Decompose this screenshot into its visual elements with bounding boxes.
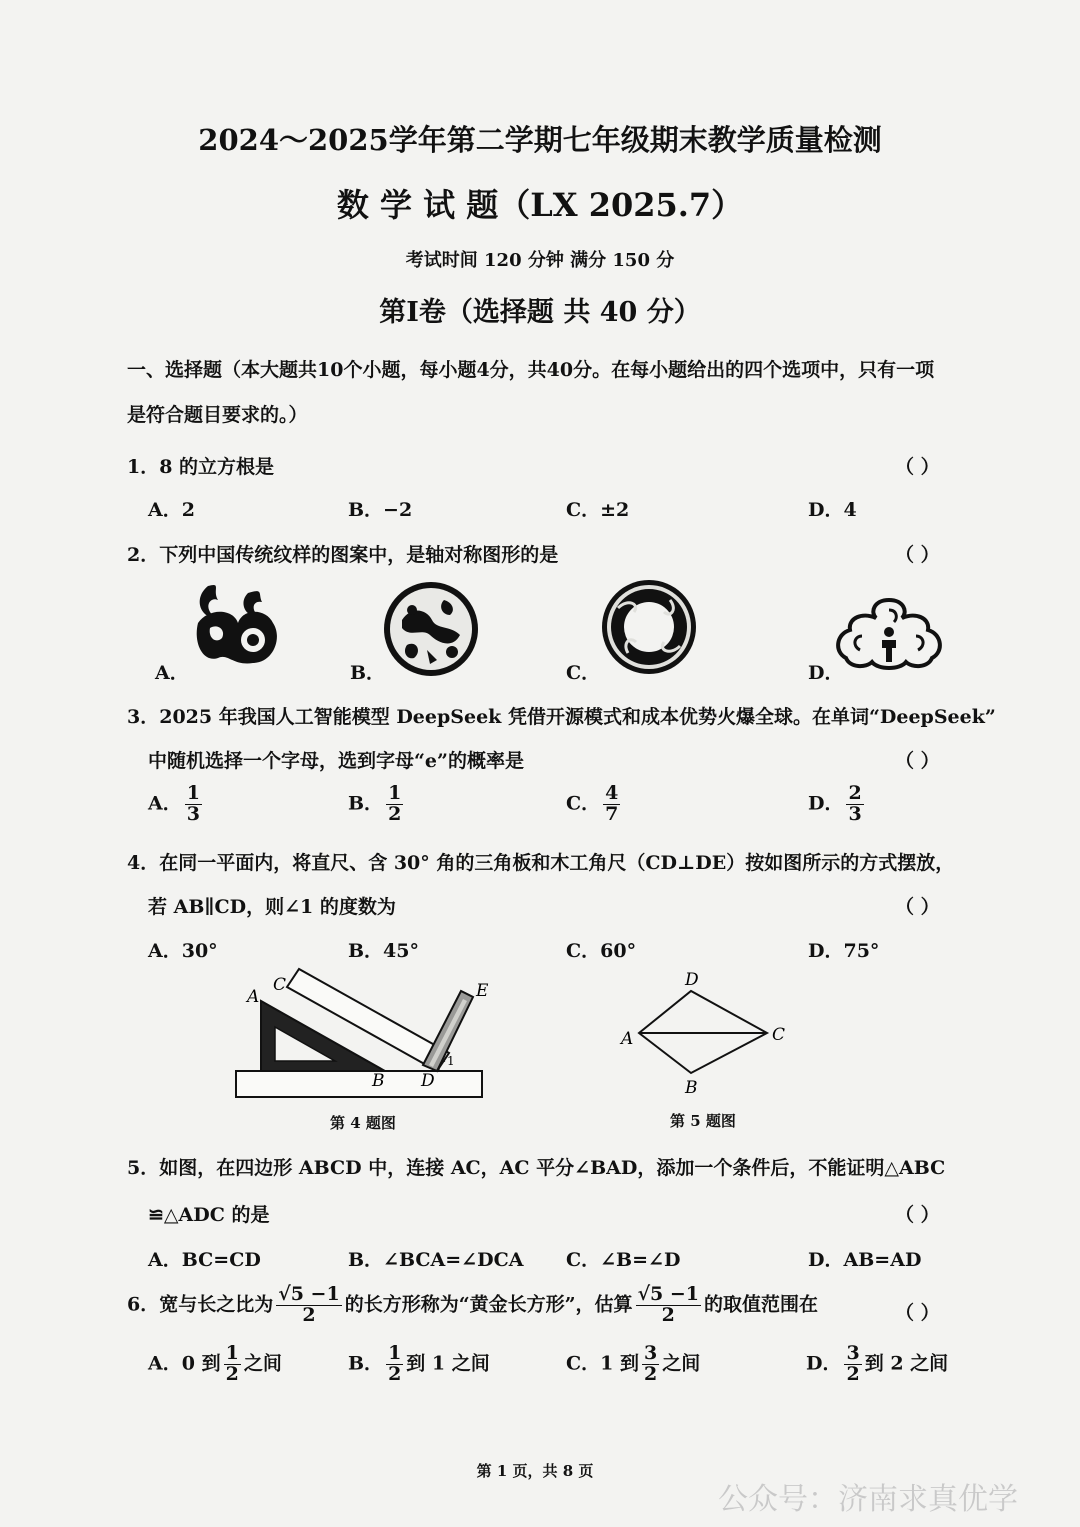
exam-info: 考试时间 120 分钟 满分 150 分 [405,250,675,271]
q6-option-a-fraction [224,1344,241,1385]
q3-b-numerator: 1 [388,782,402,804]
q4-option-a: A．30° [148,940,218,962]
q3-option-a-label: A． [148,792,182,815]
q3-option-b [348,784,406,825]
section-title: 第Ⅰ卷（选择题 共 40 分） [379,297,701,328]
q6-option-a [148,1344,282,1385]
ruler-shape [236,1071,482,1097]
q6-option-d-fraction [844,1344,861,1385]
q6-d-numerator: 3 [846,1342,860,1364]
q5-option-a: A．BC=CD [148,1249,261,1271]
q6-option-a-post: 之间 [243,1352,282,1375]
q6-option-d [806,1344,948,1385]
q1-answer-paren: （ ） [895,456,940,478]
watermark: 公众号：济南求真优学 [718,1482,1018,1517]
q6-option-b [348,1344,490,1385]
q6-a-denominator: 2 [225,1362,239,1385]
q6-frac2-denominator: 2 [661,1303,675,1326]
dragon-circle-pattern-icon [382,580,480,678]
exam-title: 2024～2025学年第二学期七年级期末教学质量检测 [198,123,882,157]
q6-a-numerator: 1 [225,1342,239,1364]
q2-option-d: D． [808,662,844,684]
q6-option-b-post: 到 1 之间 [406,1352,490,1375]
q6-d-denominator: 2 [846,1362,860,1385]
q5-stem-line1: 5．如图，在四边形 ABCD 中，连接 AC，AC 平分∠BAD，添加一个条件后，不能证明△ABC [127,1157,946,1179]
figure-5-diagram [615,965,800,1100]
q6-stem-pre: 6．宽与长之比为 [127,1293,274,1316]
q6-option-d-post: 到 2 之间 [864,1352,949,1375]
q6-option-d-label: D． [806,1352,842,1375]
q3-option-d-fraction [846,784,863,825]
q5-option-b: B．∠BCA=∠DCA [348,1249,524,1271]
q2-stem: 2．下列中国传统纹样的图案中，是轴对称图形的是 [127,544,559,566]
fig4-label-d: D [421,1071,435,1091]
q6-stem-post: 的取值范围在 [704,1293,819,1316]
figure-4-caption: 第 4 题图 [330,1114,396,1132]
q5-option-c: C．∠B=∠D [566,1249,681,1271]
fig4-label-angle1: 1 [447,1054,455,1068]
q1-option-d: D．4 [808,499,857,521]
q6-option-b-fraction [386,1344,403,1385]
q6-option-c [566,1344,700,1385]
q2-option-c: C． [566,662,601,684]
q6-option-c-label: C． [566,1352,601,1375]
q3-option-b-label: B． [348,792,384,815]
q6-option-b-label: B． [348,1352,384,1375]
flame-pattern-icon [188,578,288,670]
q3-option-b-fraction [386,784,403,825]
fig5-label-c: C [772,1025,786,1045]
q6-frac2-numerator: √5 −1 [637,1283,700,1305]
q3-c-numerator: 4 [605,782,619,804]
q6-c-denominator: 2 [643,1362,658,1385]
q1-option-b: B．−2 [348,499,413,521]
fig5-label-a: A [621,1029,634,1049]
figure-4-diagram [225,965,495,1105]
q3-option-c-label: C． [566,792,601,815]
q3-answer-paren: （ ） [895,750,940,772]
q5-option-d: D．AB=AD [808,1249,922,1271]
q6-c-numerator: 3 [643,1342,658,1364]
q6-frac1-numerator: √5 −1 [278,1283,340,1305]
q6-golden-ratio-fraction-2 [636,1285,701,1326]
q4-option-d: D．75° [808,940,880,962]
q2-option-a: A． [155,662,189,684]
q6-option-c-pre: 1 到 [600,1352,639,1375]
q6-b-numerator: 1 [388,1342,402,1364]
q5-answer-paren: （ ） [895,1204,940,1226]
q4-stem-line2: 若 AB∥CD，则∠1 的度数为 [148,896,396,918]
q3-option-a [148,784,205,825]
ruyi-cloud-pattern-icon [832,596,946,672]
q6-answer-paren: （ ） [895,1302,940,1324]
q6-option-c-fraction [642,1344,659,1385]
subject-title: 数 学 试 题（LX 2025.7） [336,186,744,224]
q6-option-c-post: 之间 [662,1352,701,1375]
q3-option-c-fraction [603,784,620,825]
q6-option-a-label: A． [148,1352,182,1375]
q3-option-c [566,784,623,825]
q3-option-a-fraction [185,784,202,825]
fig4-label-a: A [247,987,260,1007]
fig4-label-c: C [273,975,287,995]
q3-option-d-label: D． [808,792,844,815]
q6-option-a-pre: 0 到 [181,1352,221,1375]
q3-option-d [808,784,867,825]
q4-answer-paren: （ ） [895,896,940,918]
q4-option-b: B．45° [348,940,419,962]
q6-golden-ratio-fraction-1 [276,1285,341,1326]
q2-option-b: B． [350,662,386,684]
q6-stem [127,1285,818,1326]
ring-pattern-icon [600,578,698,676]
q3-a-numerator: 1 [186,782,200,804]
q1-stem: 1．8 的立方根是 [127,456,275,478]
q6-b-denominator: 2 [388,1362,402,1385]
q4-option-c: C．60° [566,940,637,962]
page-footer: 第 1 页，共 8 页 [476,1462,594,1480]
fig5-label-d: D [685,970,699,990]
figure-5-caption: 第 5 题图 [670,1112,736,1130]
fig5-label-b: B [685,1078,698,1098]
q3-d-denominator: 3 [848,802,862,825]
q6-frac1-denominator: 2 [302,1303,316,1326]
instructions-line1: 一、选择题（本大题共10个小题，每小题4分，共40分。在每小题给出的四个选项中，只有一项 [127,359,935,381]
q1-option-c: C．±2 [566,499,630,521]
q3-a-denominator: 3 [186,802,200,825]
q2-answer-paren: （ ） [895,544,940,566]
q3-b-denominator: 2 [388,802,402,825]
fig4-label-b: B [372,1071,385,1091]
q6-stem-mid: 的长方形称为“黄金长方形”，估算 [344,1293,633,1316]
instructions-line2: 是符合题目要求的。） [127,404,308,426]
q4-stem-line1: 4．在同一平面内，将直尺、含 30° 角的三角板和木工角尺（CD⊥DE）按如图所示的方式摆放， [127,852,955,874]
q3-stem-line2: 中随机选择一个字母，选到字母“e”的概率是 [148,750,524,772]
fig4-label-e: E [476,981,489,1001]
q3-d-numerator: 2 [848,782,862,804]
q5-stem-line2: ≌△ADC 的是 [148,1204,270,1226]
q3-c-denominator: 7 [605,802,619,825]
q1-option-a: A．2 [148,499,195,521]
q3-stem-line1: 3．2025 年我国人工智能模型 DeepSeek 凭借开源模式和成本优势火爆全球。在单词“DeepSeek” [127,706,996,728]
